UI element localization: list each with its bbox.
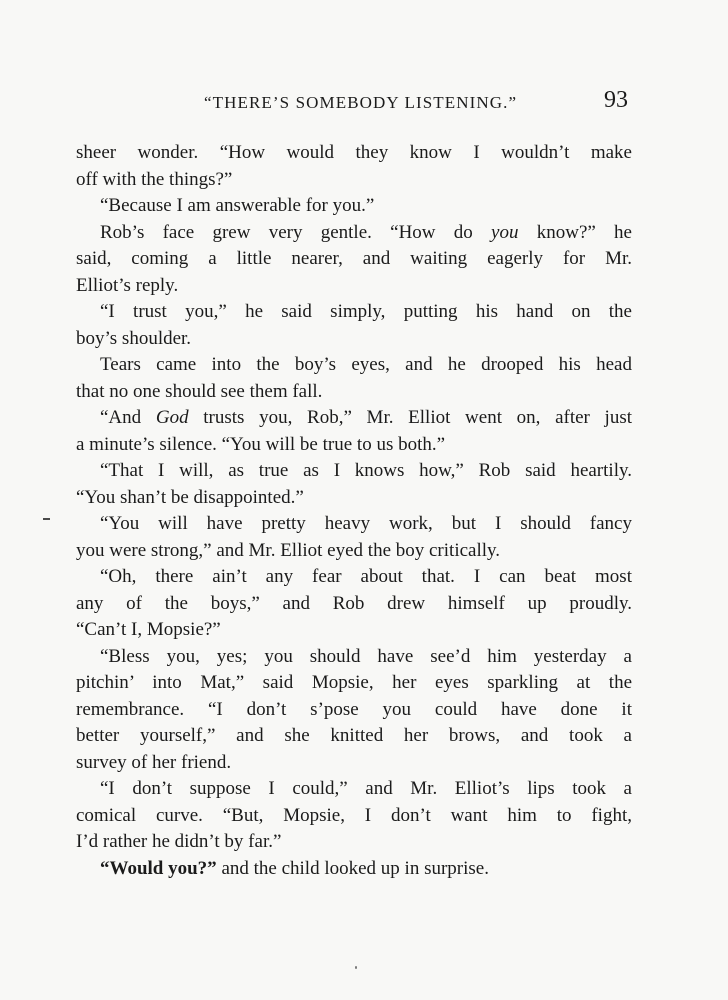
text-line — [76, 405, 632, 432]
italic-word: you — [491, 221, 519, 243]
page-header — [76, 88, 632, 118]
text-line — [76, 856, 632, 883]
text-line: sheer wonder. “How would they know I wouldn’t make — [76, 142, 632, 163]
text-line: “I don’t suppose I could,” and Mr. Elliot’s lips took a — [100, 778, 632, 799]
bold-question: “Would you?” — [100, 857, 217, 879]
text-line: survey of her friend. — [76, 751, 232, 773]
text-fragment: trusts you, Rob,” Mr. Elliot went on, after just — [188, 407, 632, 428]
margin-mark — [43, 518, 50, 520]
text-line: said, coming a little nearer, and waiting eagerly for Mr. — [76, 248, 632, 269]
text-line: better yourself,” and she knitted her brows, and took a — [76, 725, 632, 746]
text-line: Elliot’s reply. — [76, 274, 179, 296]
text-fragment: know?” he — [518, 221, 632, 243]
text-line: “Bless you, yes; you should have see’d him yesterday a — [100, 645, 632, 667]
text-line: that no one should see them fall. — [76, 380, 323, 402]
page-number: 93 — [604, 87, 628, 113]
italic-word: God — [155, 407, 189, 428]
text-line: “I trust you,” he said simply, putting his hand on the — [100, 301, 632, 322]
text-line: off with the things?” — [76, 168, 233, 190]
text-line: “Oh, there ain’t any fear about that. I can beat most — [100, 566, 632, 587]
text-line: “That I will, as true as I knows how,” Rob said heartily. — [100, 460, 632, 481]
text-fragment: “And — [100, 407, 156, 428]
text-line: “You shan’t be disappointed.” — [76, 486, 304, 508]
text-fragment: and the child looked up in surprise. — [216, 857, 489, 879]
text-line: Tears came into the boy’s eyes, and he drooped his head — [100, 354, 632, 375]
text-line: a minute’s silence. “You will be true to us both.” — [76, 433, 446, 455]
text-line: I’d rather he didn’t by far.” — [76, 831, 282, 852]
text-line: “You will have pretty heavy work, but I should fancy — [100, 513, 632, 534]
paper-speck — [355, 966, 357, 969]
text-line: comical curve. “But, Mopsie, I don’t want him to fight, — [76, 804, 632, 826]
running-title: “THERE’S SOMEBODY LISTENING.” — [204, 93, 518, 112]
text-fragment: Rob’s face grew very gentle. “How do — [100, 221, 492, 243]
text-line: “Because I am answerable for you.” — [100, 195, 375, 216]
text-line: boy’s shoulder. — [76, 327, 192, 349]
text-line: pitchin’ into Mat,” said Mopsie, her eyes sparkling at the — [76, 672, 632, 693]
text-line: “Can’t I, Mopsie?” — [76, 619, 221, 640]
text-line: you were strong,” and Mr. Elliot eyed the boy critically. — [76, 539, 501, 561]
text-line — [76, 220, 632, 247]
text-line: any of the boys,” and Rob drew himself up proudly. — [76, 592, 632, 614]
text-line: remembrance. “I don’t s’pose you could have done it — [76, 698, 632, 720]
body-text — [76, 140, 632, 882]
